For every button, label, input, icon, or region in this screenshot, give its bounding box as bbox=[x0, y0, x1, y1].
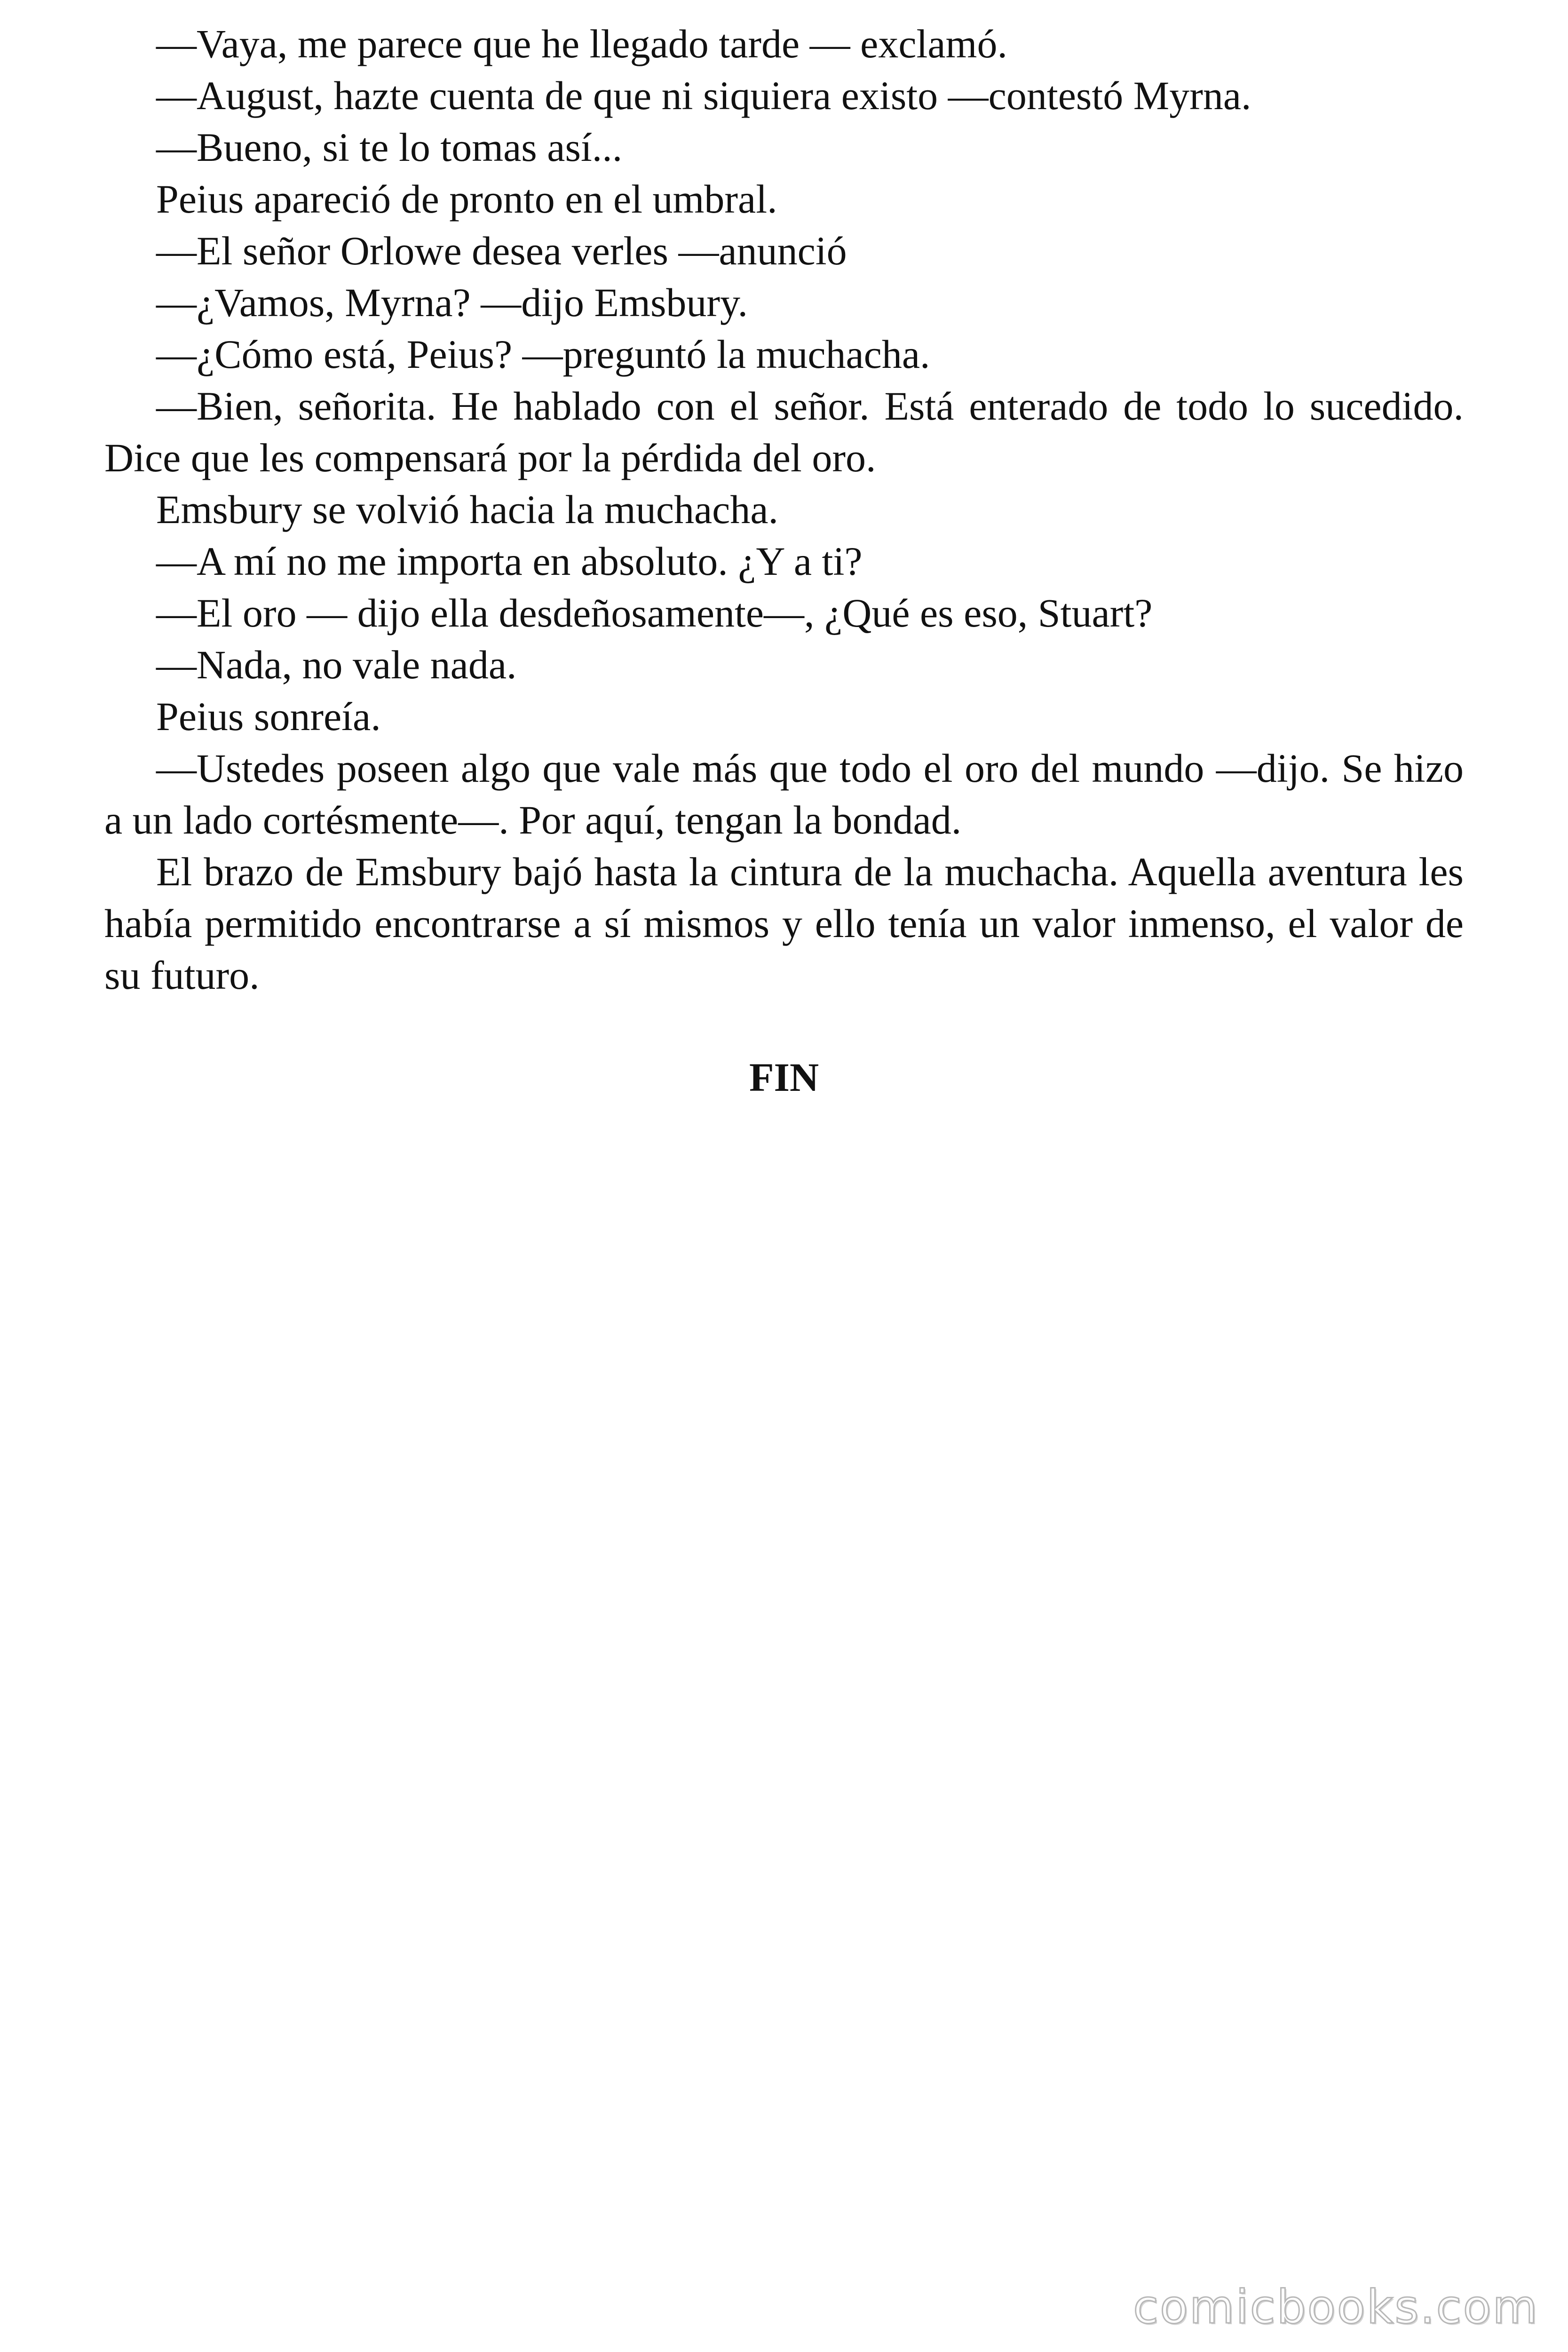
paragraph-13: Peius sonreía. bbox=[156, 694, 381, 739]
paragraph-14: —Ustedes poseen algo que vale más que todo el oro del mundo —dijo. Se hizo a un lado cortésmente—. Por aquí, tengan la bondad. bbox=[104, 746, 1464, 842]
paragraph-12: —Nada, no vale nada. bbox=[156, 642, 517, 687]
end-mark: FIN bbox=[749, 1055, 819, 1100]
paragraph-2: —August, hazte cuenta de que ni siquiera existo —contestó Myrna. bbox=[156, 73, 1251, 118]
paragraph-1: —Vaya, me parece que he llegado tarde — exclamó. bbox=[156, 21, 1007, 66]
paragraph-11: —El oro — dijo ella desdeñosamente—, ¿Qué es eso, Stuart? bbox=[156, 590, 1153, 636]
paragraph-8: —Bien, señorita. He hablado con el señor. Está enterado de todo lo sucedido. Dice que les compensará por la pérdida del oro. bbox=[104, 383, 1464, 480]
paragraph-3: —Bueno, si te lo tomas así... bbox=[156, 125, 623, 170]
paragraph-4: Peius apareció de pronto en el umbral. bbox=[156, 176, 777, 222]
page-text-body bbox=[104, 18, 1464, 1001]
paragraph-15: El brazo de Emsbury bajó hasta la cintura de la muchacha. Aquella aventura les había permitido encontrarse a sí mismos y ello tenía un valor inmenso, el valor de su futuro. bbox=[104, 849, 1464, 998]
paragraph-7: —¿Cómo está, Peius? —preguntó la muchacha. bbox=[156, 332, 930, 377]
paragraph-5: —El señor Orlowe desea verles —anunció bbox=[156, 228, 847, 273]
paragraph-10: —A mí no me importa en absoluto. ¿Y a ti? bbox=[156, 539, 863, 584]
site-watermark: comicbooks.com bbox=[1133, 2280, 1539, 2334]
paragraph-9: Emsbury se volvió hacia la muchacha. bbox=[156, 487, 779, 532]
paragraph-6: —¿Vamos, Myrna? —dijo Emsbury. bbox=[156, 280, 748, 325]
